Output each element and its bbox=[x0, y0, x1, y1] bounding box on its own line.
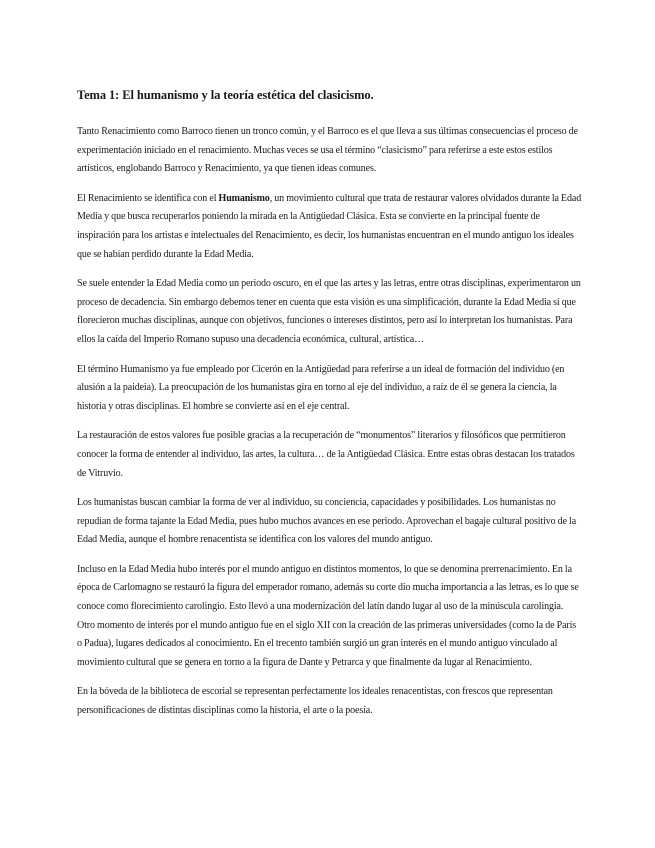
paragraph-4: El término Humanismo ya fue empleado por Cicerón en la Antigüedad para referirse a un ideal de formación del individuo (en alusión a la paideia). La preocupación de los humanistas gira en torno al eje del individuo, a raíz de él se genera la ciencia, la historia y otras disciplinas. El hombre se convierte así en el eje central. bbox=[77, 363, 565, 412]
paragraph-7: Incluso en la Edad Media hubo interés por el mundo antiguo en distintos momentos, lo que se denomina prerrenacimiento. En la época de Carlomagno se restauró la figura del emperador romano, además su corte dio mucha importancia a las letras, es lo que se conoce como florecimiento carolingio. Esto llevó a una modernización del latín dando lugar al uso de la minúscula carolingia. Otro momento de interés por el mundo antiguo fue en el siglo XII con la creación de las primeras universidades (como la de París o Padua), lugares dedicados al conocimiento. En el trecento también surgió un gran interés en el mundo antiguo vinculado al movimiento cultural que se genera en torno a la figura de Dante y Petrarca y que finalmente da lugar al Renacimiento. bbox=[77, 563, 579, 668]
humanismo-bold-term: Humanismo bbox=[218, 192, 270, 204]
document-body bbox=[77, 87, 582, 732]
paragraph-3: Se suele entender la Edad Media como un periodo oscuro, en el que las artes y las letras, entre otras disciplinas, experimentaron un proceso de decadencia. Sin embargo debemos tener en cuenta que esta visión es una simplificación, durante la Edad Media sí que florecieron muchas disciplinas, aunque con objetivos, funciones o intereses distintos, pero así lo interpretan los humanistas. Para ellos la caída del Imperio Romano supuso una decadencia económica, cultural, artística… bbox=[77, 278, 581, 345]
document-title: Tema 1: El humanismo y la teoría estética del clasicismo. bbox=[77, 88, 374, 102]
paragraph-5: La restauración de estos valores fue posible gracias a la recuperación de “monumentos” literarios y filosóficos que permitieron conocer la forma de entender al individuo, las artes, la cultura… de la Antigüedad Clásica. Entre estas obras destacan los tratados de Vitruvio. bbox=[77, 430, 575, 479]
paragraph-2 bbox=[77, 190, 582, 264]
paragraph-6: Los humanistas buscan cambiar la forma de ver al individuo, su conciencia, capacidades y posibilidades. Los humanistas no repudian de forma tajante la Edad Media, pues hubo muchos avances en ese periodo. Aprovechan el bagaje cultural positivo de la Edad Media, aunque el hombre renacentista se identifica con los valores del mundo antiguo. bbox=[77, 497, 577, 546]
paragraph-2-rest: , un movimiento cultural que trata de restaurar valores olvidados durante la Edad Media y que busca recuperarlos poniendo la mirada en la Antigüedad Clásica. Esta se convierte en la principal fuente de inspiración para los artistas e intelectuales del Renacimiento, es decir, los humanistas encuentran en el mundo antiguo los ideales que se habían perdido durante la Edad Media. bbox=[77, 192, 582, 260]
paragraph-1: Tanto Renacimiento como Barroco tienen un tronco común, y el Barroco es el que lleva a sus últimas consecuencias el proceso de experimentación iniciado en el renacimiento. Muchas veces se usa el término “clasicismo” para referirse a este estos estilos artísticos, englobando Barroco y Renacimiento, ya que tienen ideas comunes. bbox=[77, 126, 578, 175]
paragraph-8: En la bóveda de la biblioteca de escorial se representan perfectamente los ideales renacentistas, con frescos que representan personificaciones de distintas disciplinas como la historia, el arte o la poesía. bbox=[77, 686, 553, 717]
paragraph-2-lead: El Renacimiento se identifica con el bbox=[77, 192, 219, 204]
